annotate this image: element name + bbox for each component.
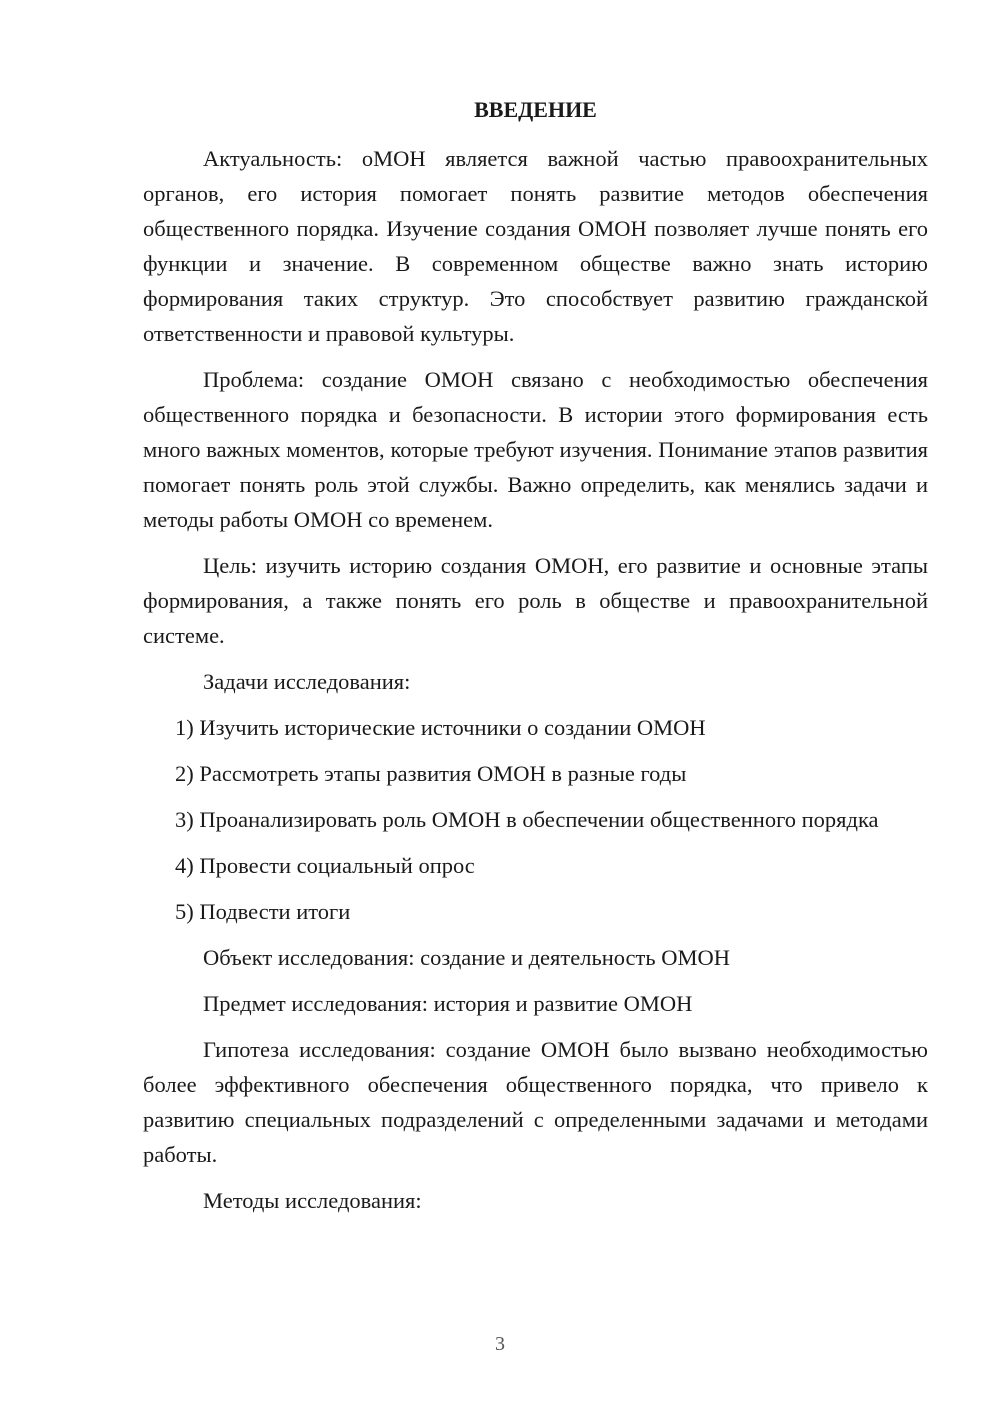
relevance-text: оМОН является важной частью правоохранительных органов, его история помогает понять развитие методов обеспечения общественного порядка. Изучение создания ОМОН позволяет лучше понять его функции и значение. В современном обществе важно знать историю формирования таких структур. Это способствует развитию гражданской ответственности и правовой культуры. <box>143 146 928 346</box>
document-page <box>143 95 928 1229</box>
goal-paragraph: Цель: изучить историю создания ОМОН, его развитие и основные этапы формирования, а также понять его роль в обществе и правоохранительной системе. <box>143 553 928 648</box>
relevance-label: Актуальность: <box>203 146 343 171</box>
research-subject: Предмет исследования: история и развитие ОМОН <box>203 991 693 1016</box>
tasks-heading: Задачи исследования: <box>203 669 411 694</box>
task-item-3: 3) Проанализировать роль ОМОН в обеспечении общественного порядка <box>175 807 879 832</box>
task-item-2: 2) Рассмотреть этапы развития ОМОН в разные годы <box>175 761 687 786</box>
task-item-5: 5) Подвести итоги <box>175 899 351 924</box>
methods-heading: Методы исследования: <box>203 1188 422 1213</box>
hypothesis-paragraph: Гипотеза исследования: создание ОМОН было вызвано необходимостью более эффективного обеспечения общественного порядка, что привело к развитию специальных подразделений с определенными задачами и методами работы. <box>143 1037 928 1167</box>
page-number: 3 <box>495 1333 505 1355</box>
problem-paragraph: Проблема: создание ОМОН связано с необходимостью обеспечения общественного порядка и безопасности. В истории этого формирования есть много важных моментов, которые требуют изучения. Понимание этапов развития помогает понять роль этой службы. Важно определить, как менялись задачи и методы работы ОМОН со временем. <box>143 367 928 532</box>
task-item-4: 4) Провести социальный опрос <box>175 853 475 878</box>
page-title: ВВЕДЕНИЕ <box>474 97 597 122</box>
research-object: Объект исследования: создание и деятельность ОМОН <box>203 945 731 970</box>
relevance-paragraph <box>143 141 928 351</box>
task-item-1: 1) Изучить исторические источники о создании ОМОН <box>175 715 706 740</box>
